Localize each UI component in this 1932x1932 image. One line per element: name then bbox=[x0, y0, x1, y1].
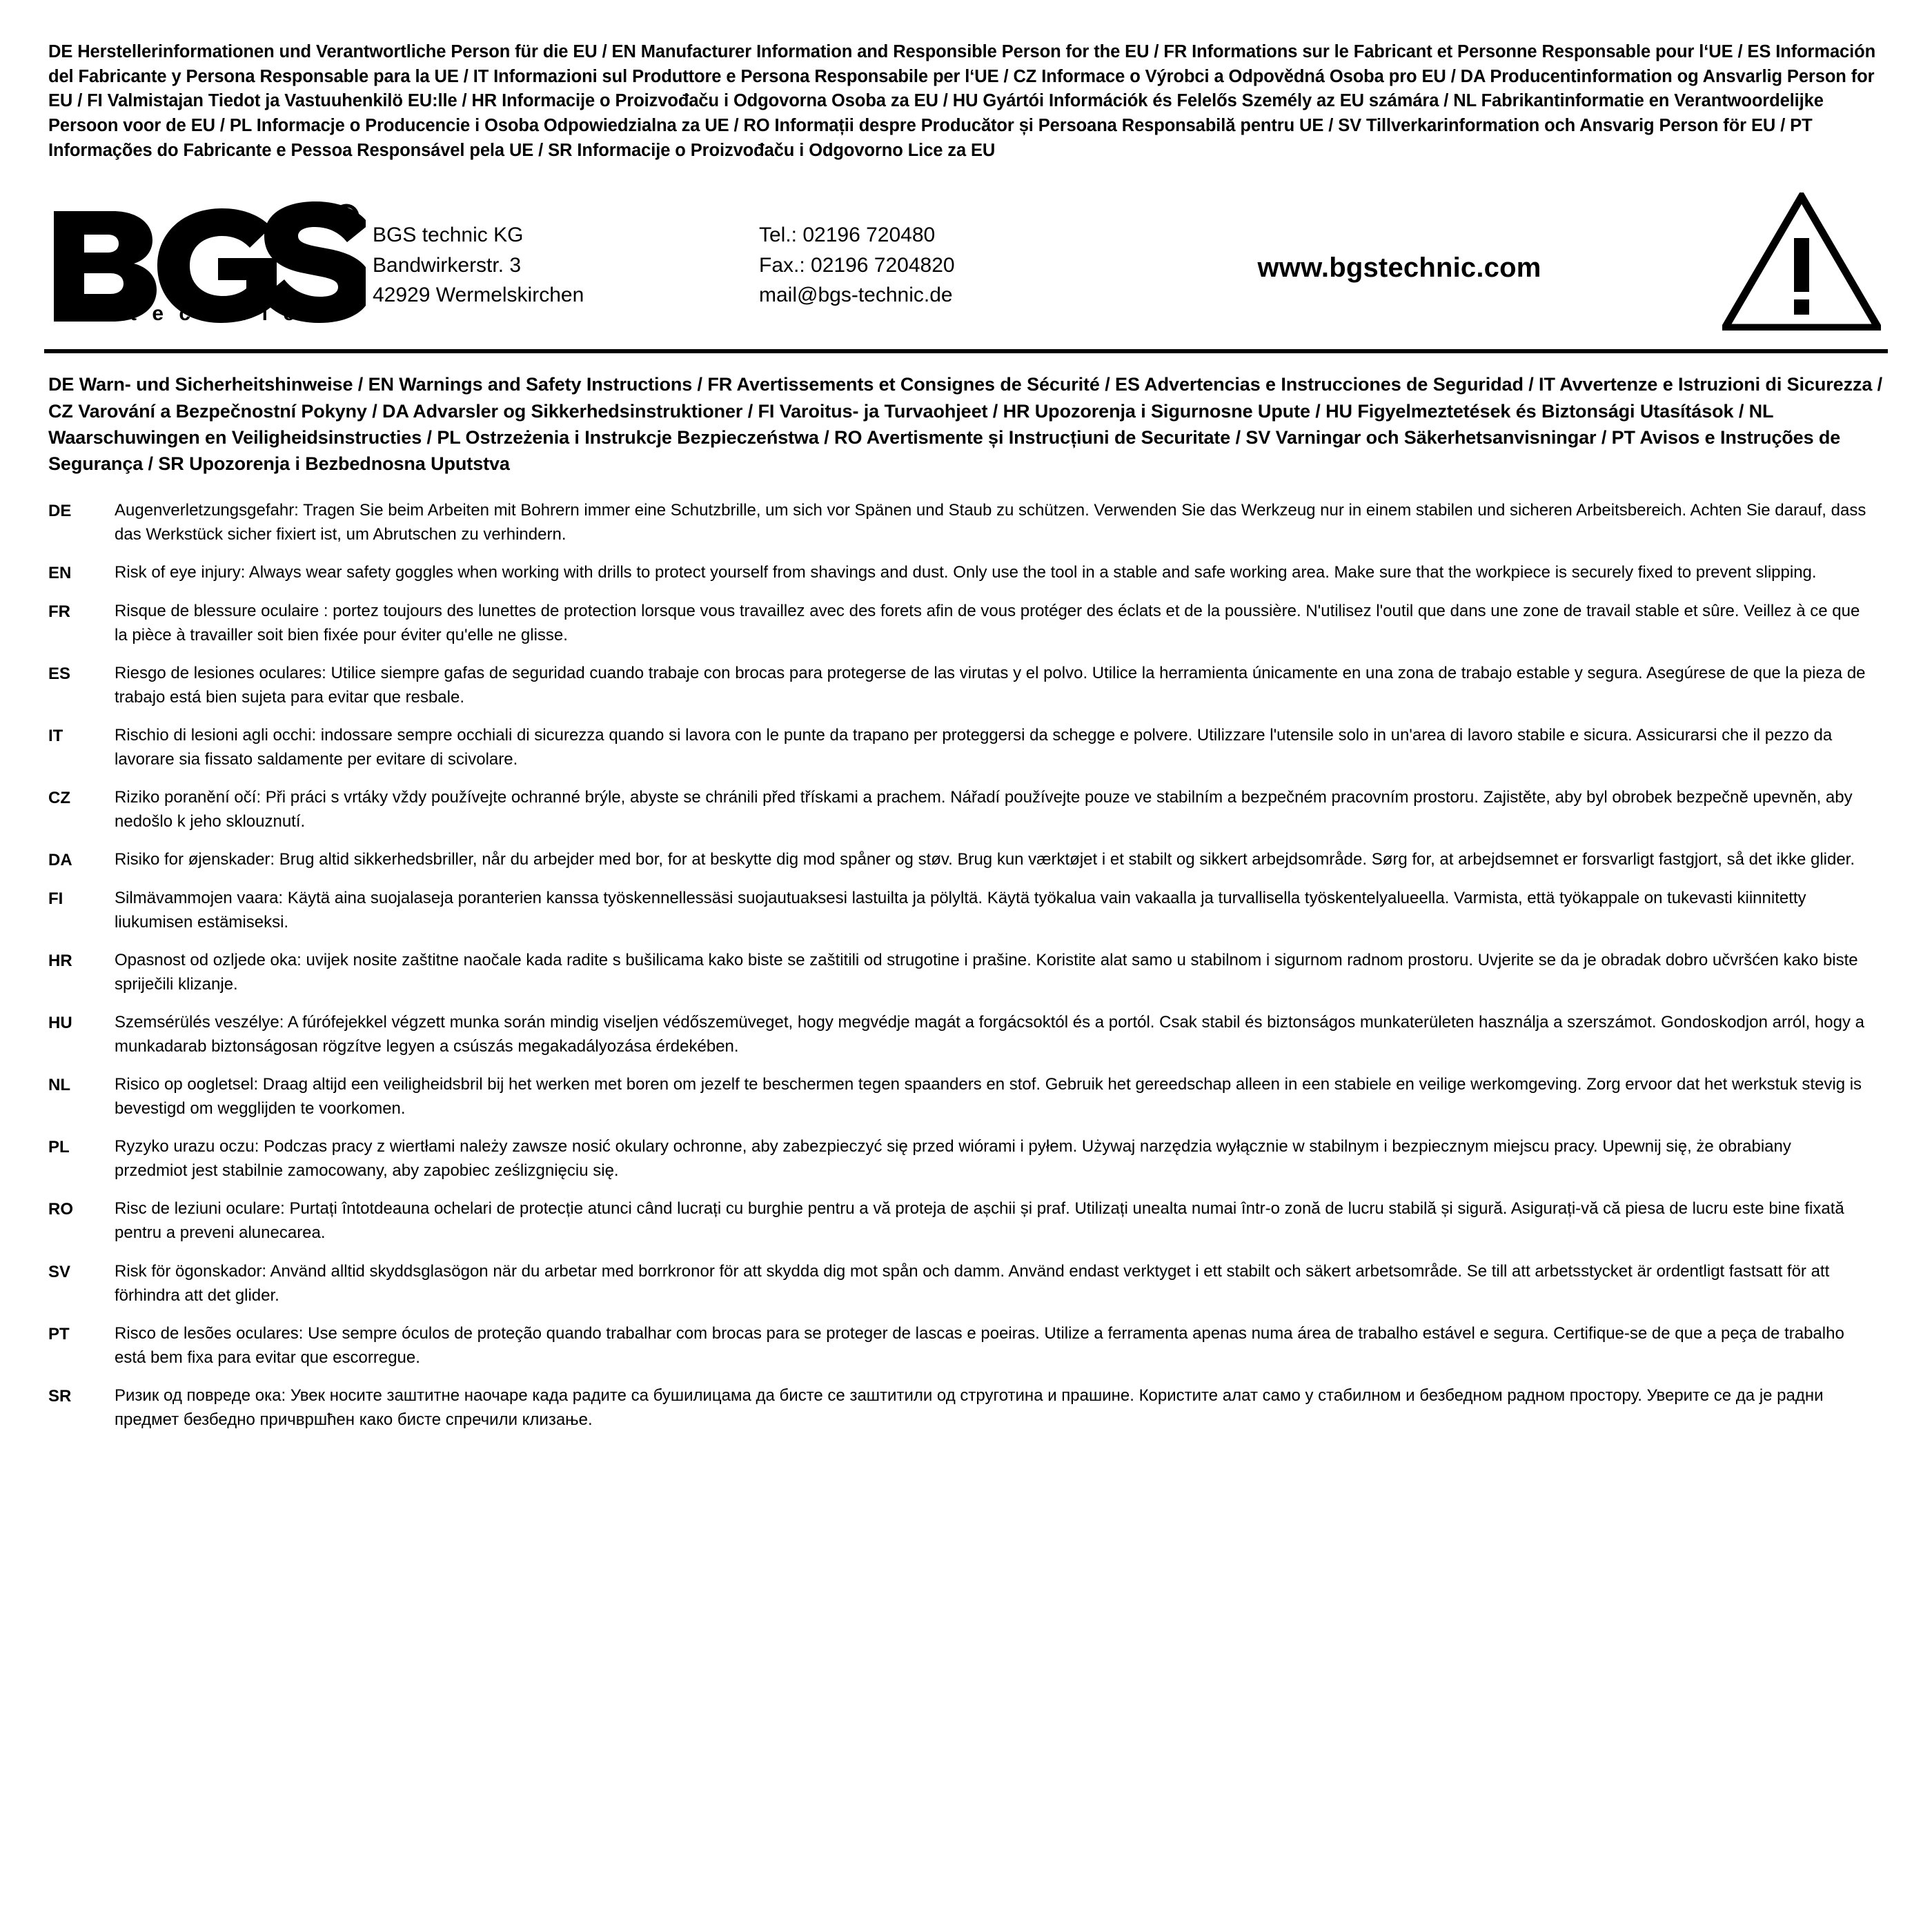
language-code: CZ bbox=[48, 789, 70, 808]
language-text: Szemsérülés veszélye: A fúrófejekkel végzett munka során mindig viseljen védőszemüveget, hogy megvédje magát a forgácsoktól és a portól. Csak stabil és biztonságos munkaterületen használja a szerszámot. Gondoskodjon arról, hogy a munkadarab biztonságosan rögzítve legyen a csúszás megakadályozása érdekében. bbox=[115, 1013, 1865, 1056]
company-contact bbox=[759, 213, 1132, 310]
language-paragraph-list bbox=[44, 493, 1888, 1432]
list-item bbox=[48, 560, 1884, 585]
language-text: Ryzyko urazu oczu: Podczas pracy z wiertłami należy zawsze nosić okulary ochronne, aby zabezpieczyć się przed wiórami i pyłem. Używaj narzędzia wyłącznie w stabilnym i bezpiecznym miejscu pracy. Upewnij się, że obrabiany przedmiot jest stabilnie zamocowany, aby zapobiec ześlizgnięciu się. bbox=[115, 1137, 1791, 1181]
list-item bbox=[48, 1321, 1884, 1370]
language-code: FI bbox=[48, 889, 63, 909]
manufacturer-info-heading: DE Herstellerinformationen und Verantwortliche Person für die EU / EN Manufacturer Information and Responsible Person for the EU / FR Informations sur le Fabricant et Personne Responsable pour l‘UE / ES Información del Fabricante y Persona Responsable para la UE / IT Informazioni sul Produttore e Persona Responsabile per l‘UE / CZ Informace o Výrobci a Odpovědná Osoba pro EU / DA Producentinformation og Ansvarlig Person for EU / FI Valmistajan Tiedot ja Vastuuhenkilö EU:lle / HR Informacije o Proizvođaču i Odgovorna Osoba za EU / HU Gyártói Információk és Felelős Személy az EU számára / NL Fabrikantinformatie en Verantwoordelijke Persoon voor de EU / PL Informacje o Producencie i Osoba Odpowiedzialna za UE / RO Informații despre Producător și Persoana Responsabilă pentru UE / SV Tillverkarinformation och Ansvarig Person för EU / PT Informações do Fabricante e Pessoa Responsável pela UE / SR Informacije o Proizvođaču i Odgovorno Lice za EU bbox=[48, 42, 1876, 160]
list-item bbox=[48, 847, 1884, 872]
language-code: DE bbox=[48, 501, 72, 520]
language-code: SV bbox=[48, 1262, 71, 1281]
list-item bbox=[48, 661, 1884, 709]
language-code: IT bbox=[48, 726, 63, 745]
language-code: DA bbox=[48, 851, 72, 870]
language-text: Risco de lesões oculares: Use sempre óculos de proteção quando trabalhar com brocas para se proteger de lascas e poeiras. Utilize a ferramenta apenas numa área de trabalho estável e segura. Certifique-se de que a peça de trabalho está bem fixa para evitar que escorregue. bbox=[115, 1323, 1844, 1367]
svg-text:R: R bbox=[342, 210, 351, 226]
company-address bbox=[373, 213, 759, 310]
company-website[interactable]: www.bgstechnic.com bbox=[1257, 252, 1541, 283]
language-text: Risiko for øjenskader: Brug altid sikkerhedsbriller, når du arbejder med bor, for at beskytte dig mod spåner og støv. Brug kun værktøjet i et stabilt og sikkert arbejdsområde. Sørg for, at arbejdsemnet er forsvarligt fastgjort, så det ikke glider. bbox=[115, 850, 1855, 869]
language-code: PL bbox=[48, 1138, 70, 1157]
list-item bbox=[48, 1072, 1884, 1121]
language-text: Rischio di lesioni agli occhi: indossare sempre occhiali di sicurezza quando si lavora con le punte da trapano per proteggersi da schegge e polvere. Utilizzare l'utensile solo in un'area di lavoro stabile e sicura. Assicurarsi che il pezzo da lavorare sia fissato saldamente per evitare di scivolare. bbox=[115, 725, 1833, 769]
language-text: Augenverletzungsgefahr: Tragen Sie beim Arbeiten mit Bohrern immer eine Schutzbrille, um sich vor Spänen und Staub zu schützen. Verwenden Sie das Werkzeug nur in einem stabilen und sicheren Arbeitsbereich. Achten Sie darauf, dass das Werkstück sicher fixiert ist, um Abrutschen zu verhindern. bbox=[115, 500, 1866, 544]
language-text: Opasnost od ozljede oka: uvijek nosite zaštitne naočale kada radite s bušilicama kako biste se zaštitili od strugotine i prašine. Koristite alat samo u stabilnom i sigurnom radnom prostoru. Uvjerite se da je obradak dobro učvršćen kako biste spriječili klizanje. bbox=[115, 951, 1858, 994]
list-item bbox=[48, 886, 1884, 934]
list-item bbox=[48, 723, 1884, 771]
company-fax: Fax.: 02196 7204820 bbox=[759, 253, 955, 277]
language-text: Riesgo de lesiones oculares: Utilice siempre gafas de seguridad cuando trabaje con brocas para protegerse de las virutas y el polvo. Utilice la herramienta únicamente en una zona de trabajo estable y segura. Asegúrese de que la pieza de trabajo está bien sujeta para evitar que resbale. bbox=[115, 663, 1866, 707]
list-item bbox=[48, 599, 1884, 647]
list-item bbox=[48, 1134, 1884, 1183]
list-item bbox=[48, 1196, 1884, 1245]
language-text: Riziko poranění očí: Při práci s vrtáky vždy používejte ochranné brýle, abyste se chránili před třískami a prachem. Nářadí používejte pouze ve stabilním a bezpečném pracovním prostoru. Zajistěte, aby byl obrobek bezpečně upevněn, aby nedošlo k jeho sklouznutí. bbox=[115, 788, 1853, 831]
language-text: Risk of eye injury: Always wear safety goggles when working with drills to protect yourself from shavings and dust. Only use the tool in a stable and safe working area. Make sure that the workpiece is securely fixed to prevent slipping. bbox=[115, 562, 1817, 582]
language-code: FR bbox=[48, 602, 70, 621]
list-item bbox=[48, 1383, 1884, 1432]
list-item bbox=[48, 1259, 1884, 1308]
language-code: SR bbox=[48, 1386, 72, 1406]
language-text: Risc de leziuni oculare: Purtați întotdeauna ochelari de protecție atunci când lucrați cu burghie pentru a vă proteja de așchii și praf. Utilizați unealta numai într-o zonă de lucru stabilă și sigură. Asigurați-vă că piesa de lucru este bine fixată pentru a preveni alunecarea. bbox=[115, 1199, 1844, 1243]
language-code: NL bbox=[48, 1076, 70, 1095]
bgs-logo-svg bbox=[48, 201, 366, 326]
company-email[interactable]: mail@bgs-technic.de bbox=[759, 284, 953, 307]
company-phone: Tel.: 02196 720480 bbox=[759, 223, 936, 246]
company-city: 42929 Wermelskirchen bbox=[373, 284, 584, 307]
language-text: Risque de blessure oculaire : portez toujours des lunettes de protection lorsque vous travaillez avec des forets afin de vous protéger des éclats et de la poussière. N'utilisez l'outil que dans une zone de travail stable et sûre. Veillez à ce que la pièce à travailler soit bien fixée pour éviter qu'elle ne glisse. bbox=[115, 601, 1860, 644]
language-text: Ризик од повреде ока: Увек носите заштитне наочаре када радите са бушилицама да бисте се заштитили од струготина и прашине. Користите алат само у стабилном и безбедном радном простору. Уверите се да је радни предмет безбедно причвршћен како бисте спречили клизање. bbox=[115, 1386, 1824, 1429]
safety-section-heading: DE Warn- und Sicherheitshinweise / EN Warnings and Safety Instructions / FR Avertissements et Consignes de Sécurité / ES Advertencias e Instrucciones de Seguridad / IT Avvertenze e Istruzioni di Sicurezza / CZ Varování a Bezpečnostní Pokyny / DA Advarsler og Sikkerhedsinstruktioner / FI Varoitus- ja Turvaohjeet / HR Upozorenja i Sigurnosne Upute / HU Figyelmeztetések és Biztonsági Utasítások / NL Waarschuwingen en Veiligheidsinstructies / PL Ostrzeżenia i Instrukcje Bezpieczeństwa / RO Avertismente și Instrucțiuni de Securitate / SV Varningar och Säkerhetsanvisningar / PT Avisos e Instruções de Segurança / SR Upozorenja i Bezbednosna Uputstva bbox=[48, 374, 1883, 475]
list-item bbox=[48, 498, 1884, 546]
language-text: Risk för ögonskador: Använd alltid skyddsglasögon när du arbetar med borrkronor för att skydda dig mot spån och damm. Använd endast verktyget i ett stabilt och säkert arbetsområde. Se till att arbetsstycket är ordentligt fastsatt för att förhindra att det glider. bbox=[115, 1261, 1830, 1305]
list-item bbox=[48, 948, 1884, 996]
language-code: HR bbox=[48, 952, 72, 971]
warning-triangle-svg bbox=[1722, 193, 1881, 331]
language-code: EN bbox=[48, 563, 72, 582]
company-name: BGS technic KG bbox=[373, 223, 524, 246]
bgs-logo bbox=[48, 197, 373, 326]
warning-triangle-icon bbox=[1667, 193, 1884, 331]
language-text: Risico op oogletsel: Draag altijd een veiligheidsbril bij het werken met boren om jezelf te beschermen tegen spaanders en stof. Gebruik het gereedschap alleen in een stabiele en veilige werkomgeving. Zorg ervoor dat het werkstuk stevig is bevestigd om wegglijden te voorkomen. bbox=[115, 1075, 1862, 1118]
svg-text:t e c h n i c: t e c h n i c bbox=[130, 302, 300, 326]
language-code: ES bbox=[48, 664, 71, 683]
language-code: PT bbox=[48, 1324, 70, 1343]
company-info-band bbox=[44, 181, 1888, 353]
list-item bbox=[48, 785, 1884, 834]
company-street: Bandwirkerstr. 3 bbox=[373, 253, 522, 277]
language-code: HU bbox=[48, 1014, 72, 1033]
language-text: Silmävammojen vaara: Käytä aina suojalaseja poranterien kanssa työskennellessäsi suojautuaksesi lastuilta ja pölyltä. Käytä työkalua vain vakaalla ja turvallisella työskentelyalueella. Varmista, että työkappale on tukevasti kiinnitetty liukumisen estämiseksi. bbox=[115, 889, 1806, 932]
language-code: RO bbox=[48, 1200, 73, 1219]
list-item bbox=[48, 1010, 1884, 1058]
